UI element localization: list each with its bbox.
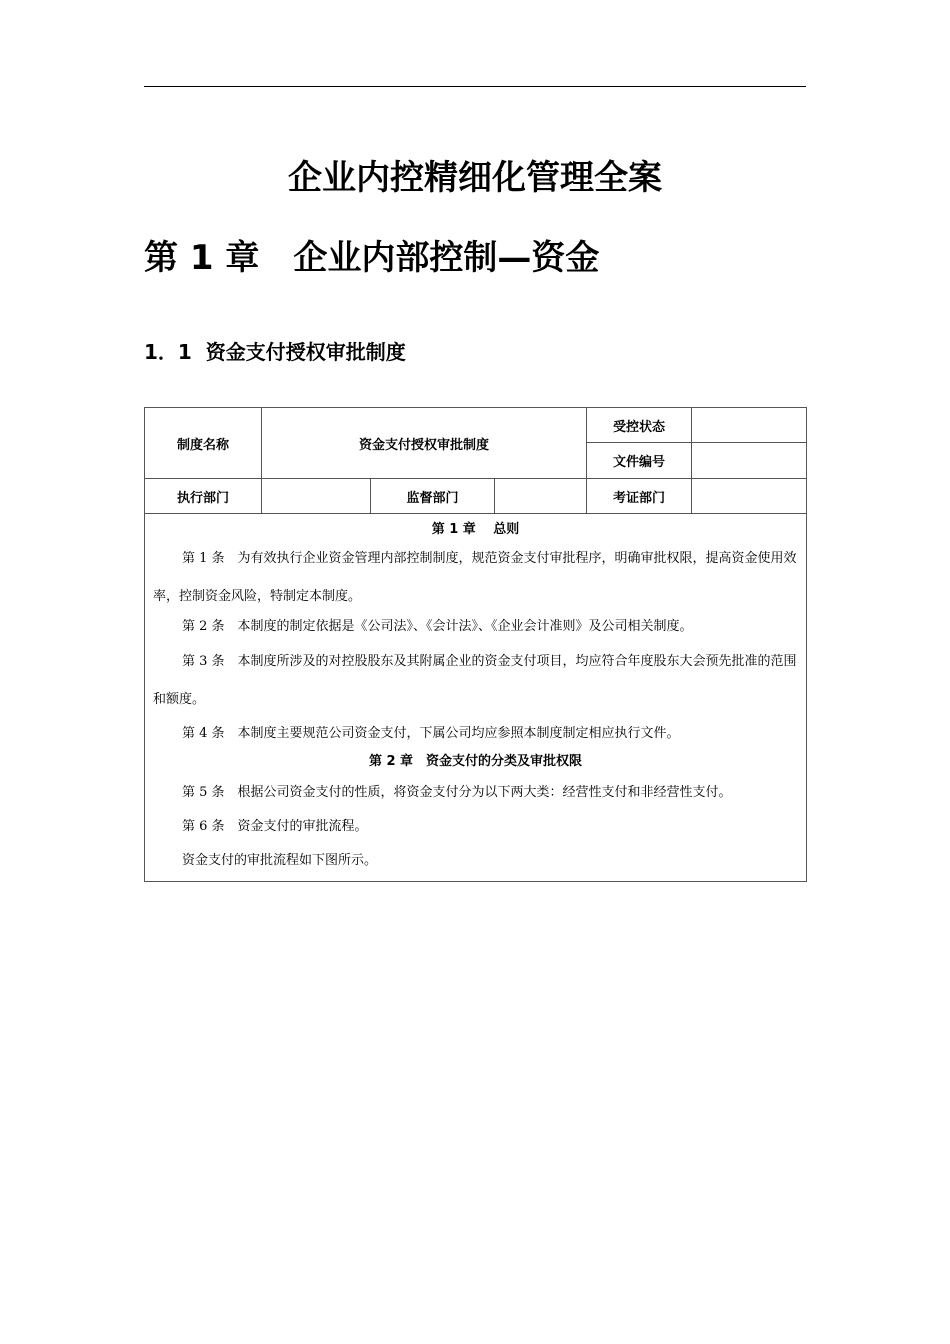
chapter-2-heading: 第 2 章 资金支付的分类及审批权限 [368,754,583,769]
label-exec-dept: 执行部门 [145,479,262,514]
article-5: 第 5 条 根据公司资金支付的性质，将资金支付分为以下两大类：经营性支付和非经营性支付。 [182,785,732,800]
value-file-number[interactable] [692,443,807,479]
article-3: 第 3 条 本制度所涉及的对控股股东及其附属企业的资金支付项目，均应符合年度股东大会预先批准的范围和额度。 [153,654,797,707]
value-control-status[interactable] [692,408,807,443]
value-supervise-dept[interactable] [495,479,587,514]
chapter-1-heading: 第 1 章 总则 [431,522,520,537]
policy-table [144,407,807,882]
label-policy-name: 制度名称 [145,408,262,479]
article-4: 第 4 条 本制度主要规范公司资金支付，下属公司均应参照本制度制定相应执行文件。 [182,726,680,741]
section-heading: 1．1 资金支付授权审批制度 [144,340,406,364]
label-file-number: 文件编号 [587,443,692,479]
article-1: 第 1 条 为有效执行企业资金管理内部控制制度，规范资金支付审批程序，明确审批权限，提高资金使用效率，控制资金风险，特制定本制度。 [153,551,797,604]
value-exec-dept[interactable] [262,479,371,514]
label-control-status: 受控状态 [587,408,692,443]
chapter-heading: 第 1 章 企业内部控制—资金 [144,238,600,278]
label-supervise-dept: 监督部门 [371,479,495,514]
value-policy-name: 资金支付授权审批制度 [262,408,587,479]
label-verify-dept: 考证部门 [587,479,692,514]
flow-note: 资金支付的审批流程如下图所示。 [182,853,378,868]
value-verify-dept[interactable] [692,479,807,514]
article-6: 第 6 条 资金支付的审批流程。 [182,819,368,834]
article-2: 第 2 条 本制度的制定依据是《公司法》、《会计法》、《企业会计准则》及公司相关制度。 [182,619,693,634]
document-title: 企业内控精细化管理全案 [288,158,662,198]
header-rule [144,86,806,87]
policy-body [145,514,807,882]
